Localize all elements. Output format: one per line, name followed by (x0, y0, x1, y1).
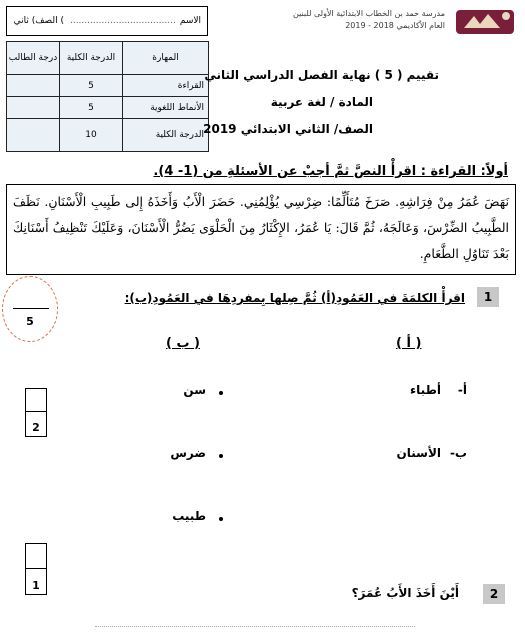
grade-table (6, 41, 209, 152)
col-a-word[interactable]: الأسنان (396, 446, 441, 460)
student-score-cell[interactable] (7, 75, 60, 97)
academic-year: العام الأكاديمي 2018 - 2019 (345, 21, 445, 30)
column-a-heading: ( أ ) (396, 336, 422, 351)
student-score-cell[interactable] (7, 119, 60, 152)
header-total-score: الدرجة الكلية (60, 42, 123, 75)
reading-passage: نَهَضَ عُمَرُ مِنْ فِرَاشِهِ. صَرَخَ مُتَأَلِّمًا: ضِرْسِي يُؤْلِمُنِي. حَضَرَ الْأَبُ وَأَخَذَهُ إِلى طَبِيبِ الْأَسْنَانِ. نَظَفَ الطَّبِيبُ الضِّرْسَ، وَعَالَجَهُ، ثُمَّ قَالَ: يَا عُمَرُ، الإِكْثَارُ مِنَ الْحَلْوَى يَضُرُّ الْأَسْنَانَ، وَعَلَيْكَ تَنْظِيفُ أَسْنَانِكَ بَعْدَ تَنَاوُلِ الطَّعَامِ. (6, 184, 516, 275)
question-1-number: 1 (477, 287, 499, 307)
bullet-icon (219, 391, 223, 395)
student-score-cell[interactable] (7, 97, 60, 119)
score-total: 5 (26, 315, 34, 328)
col-a-letter: أ- (457, 383, 467, 397)
question-1-score-box[interactable] (25, 388, 47, 437)
question-2-score: 1 (32, 579, 40, 592)
total-score-cell: 5 (60, 75, 123, 97)
question-2-number: 2 (483, 584, 505, 604)
skill-cell: القراءة (123, 75, 209, 97)
question-1-score: 2 (32, 421, 40, 434)
col-b-word[interactable]: سن (183, 383, 206, 397)
score-line (13, 308, 49, 309)
answer-line[interactable] (95, 626, 415, 627)
col-a-letter: ب- (449, 446, 467, 460)
subject-title: المادة / لغة عربية (270, 95, 373, 109)
dotted-line: ..................................... (69, 16, 176, 26)
skill-cell: الدرجة الكلية (123, 119, 209, 152)
score-box-divider (26, 411, 46, 412)
school-logo-icon (450, 4, 520, 40)
section-heading: أولاً: القراءة : اقرأْ النصَّ ثمَّ أجبْ عن الأسئلةِ من (1- 4). (153, 164, 508, 179)
header-skill: المهارة (123, 42, 209, 75)
total-score-cell: 10 (60, 119, 123, 152)
bullet-icon (219, 517, 223, 521)
name-class-box[interactable] (6, 6, 208, 36)
col-a-word[interactable]: أطباء (410, 383, 441, 397)
total-score-cell: 5 (60, 97, 123, 119)
name-label: الاسم (179, 16, 201, 26)
question-1-text: اقرأْ الكلمَةَ في العَمُودِ(أ) ثُمَّ صِلها بِمفردِهَا في العَمُودِ(ب): (124, 291, 465, 305)
header-student-score: درجة الطالب (7, 42, 60, 75)
question-2-score-box[interactable] (25, 543, 47, 595)
column-b-heading: ( ب ) (166, 336, 200, 351)
assessment-title: تقييم ( 5 ) نهاية الفصل الدراسي الثاني (204, 68, 439, 82)
school-header (250, 8, 445, 44)
school-name: مدرسة حمد بن الخطاب الابتدائية الأولى للبنين (293, 9, 445, 18)
score-circle (2, 276, 58, 342)
score-box-divider (26, 568, 46, 569)
question-2-text: أَيْنَ أَخَذَ الأَبُ عُمَرَ؟ (351, 586, 459, 600)
col-b-word[interactable]: ضرس (170, 446, 206, 460)
class-label: الصف) ثاني ( (13, 16, 64, 26)
col-b-word[interactable]: طبيب (172, 509, 206, 523)
grade-title: الصف/ الثاني الابتدائي 2019 (203, 122, 373, 136)
bullet-icon (219, 454, 223, 458)
skill-cell: الأنماط اللغوية (123, 97, 209, 119)
